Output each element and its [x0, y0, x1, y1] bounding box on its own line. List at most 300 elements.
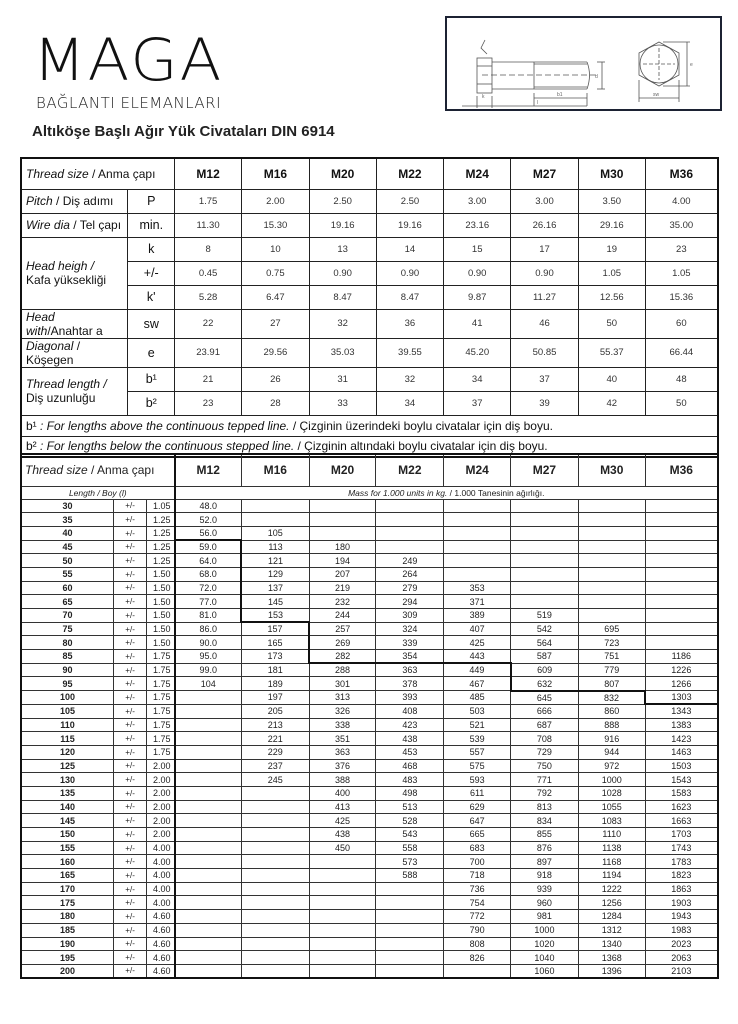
- label-tr: / Anma çapı: [87, 463, 155, 478]
- size-header: M27: [511, 158, 579, 189]
- mass-row: [21, 704, 718, 718]
- mass-value: [645, 567, 718, 581]
- mass-value: 960: [511, 896, 579, 910]
- spec-value: 0.45: [175, 261, 242, 285]
- row-label: [21, 367, 128, 415]
- mass-value: [645, 513, 718, 527]
- mass-value: 779: [578, 663, 645, 677]
- row-length: 45: [21, 540, 114, 554]
- mass-value: 407: [444, 622, 511, 636]
- mass-value: 1060: [511, 964, 579, 978]
- mass-value: [578, 513, 645, 527]
- mass-value: [241, 513, 309, 527]
- row-pm: +/-: [114, 595, 147, 609]
- mass-value: 1663: [645, 814, 718, 828]
- label-tr: Kafa yüksekliği: [26, 273, 107, 287]
- mass-value: 1284: [578, 910, 645, 924]
- mass-value: 888: [578, 718, 645, 732]
- label-en: Thread size: [26, 166, 89, 181]
- mass-unit-label: [175, 486, 718, 499]
- mass-value: 264: [376, 567, 444, 581]
- spec-value: 15: [444, 237, 511, 261]
- row-tol: 1.25: [147, 540, 175, 554]
- mass-row: [21, 910, 718, 924]
- mass-row: [21, 828, 718, 842]
- mass-value: 371: [444, 595, 511, 609]
- label-en: Head with: [26, 309, 55, 338]
- size-header: M16: [241, 454, 309, 486]
- mass-value: [578, 526, 645, 540]
- mass-row: [21, 951, 718, 965]
- row-pm: +/-: [114, 513, 147, 527]
- mass-value: [376, 964, 444, 978]
- mass-value: 121: [241, 554, 309, 568]
- spec-header-row: [21, 158, 718, 189]
- mass-value: 157: [241, 622, 309, 636]
- spec-value: 46: [511, 309, 579, 338]
- row-tol: 1.50: [147, 595, 175, 609]
- mass-value: [444, 964, 511, 978]
- mass-value: 1383: [645, 718, 718, 732]
- spec-value: 26: [241, 367, 309, 391]
- row-label: [21, 237, 128, 309]
- length-label: Length / Boy (l): [21, 486, 175, 499]
- mass-value: 354: [376, 650, 444, 664]
- mass-value: 771: [511, 773, 579, 787]
- mass-value: 2023: [645, 937, 718, 951]
- row-tol: 1.75: [147, 677, 175, 691]
- spec-row: [21, 189, 718, 213]
- mass-value: [175, 964, 242, 978]
- mass-value: 48.0: [175, 499, 242, 513]
- mass-value: 413: [309, 800, 376, 814]
- row-pm: +/-: [114, 567, 147, 581]
- row-pm: +/-: [114, 828, 147, 842]
- row-tol: 1.50: [147, 609, 175, 623]
- spec-value: 19: [578, 237, 645, 261]
- row-symbol: P: [128, 189, 175, 213]
- row-tol: 1.50: [147, 622, 175, 636]
- mass-value: 105: [241, 526, 309, 540]
- svg-text:e: e: [690, 62, 693, 68]
- mass-value: [175, 896, 242, 910]
- mass-value: [175, 910, 242, 924]
- row-pm: +/-: [114, 622, 147, 636]
- mass-value: [241, 499, 309, 513]
- mass-value: [175, 786, 242, 800]
- spec-value: 11.27: [511, 285, 579, 309]
- spec-value: 34: [444, 367, 511, 391]
- row-tol: 2.00: [147, 828, 175, 842]
- row-symbol: +/-: [128, 261, 175, 285]
- mass-row: [21, 554, 718, 568]
- mass-row: [21, 896, 718, 910]
- mass-value: 611: [444, 786, 511, 800]
- spec-value: 1.05: [645, 261, 718, 285]
- mass-value: [175, 869, 242, 883]
- mass-value: [444, 513, 511, 527]
- mass-value: 629: [444, 800, 511, 814]
- size-header: M24: [444, 454, 511, 486]
- mass-value: [309, 855, 376, 869]
- mass-value: [645, 526, 718, 540]
- row-length: 30: [21, 499, 114, 513]
- mass-value: 588: [376, 869, 444, 883]
- mass-value: 353: [444, 581, 511, 595]
- spec-value: 22: [175, 309, 242, 338]
- row-length: 165: [21, 869, 114, 883]
- mass-value: 1083: [578, 814, 645, 828]
- mass-value: 313: [309, 691, 376, 705]
- mass-value: 647: [444, 814, 511, 828]
- mass-value: [511, 499, 579, 513]
- row-tol: 1.25: [147, 554, 175, 568]
- mass-value: [175, 691, 242, 705]
- mass-value: 129: [241, 567, 309, 581]
- row-pm: +/-: [114, 745, 147, 759]
- mass-value: 521: [444, 718, 511, 732]
- row-length: 175: [21, 896, 114, 910]
- mass-row: [21, 663, 718, 677]
- row-length: 130: [21, 773, 114, 787]
- mass-value: [511, 581, 579, 595]
- mass-value: 339: [376, 636, 444, 650]
- mass-value: [241, 786, 309, 800]
- mass-value: 1503: [645, 759, 718, 773]
- mass-value: 99.0: [175, 663, 242, 677]
- mass-row: [21, 800, 718, 814]
- spec-value: 17: [511, 237, 579, 261]
- mass-value: 181: [241, 663, 309, 677]
- row-tol: 1.75: [147, 732, 175, 746]
- row-label: [21, 189, 128, 213]
- mass-value: 438: [309, 828, 376, 842]
- spec-value: 15.30: [241, 213, 309, 237]
- mass-value: 718: [444, 869, 511, 883]
- mass-value: 288: [309, 663, 376, 677]
- mass-value: 301: [309, 677, 376, 691]
- mass-value: 918: [511, 869, 579, 883]
- mass-value: 363: [309, 745, 376, 759]
- mass-value: 219: [309, 581, 376, 595]
- spec-value: 5.28: [175, 285, 242, 309]
- mass-value: 528: [376, 814, 444, 828]
- spec-value: 3.00: [511, 189, 579, 213]
- mass-value: 1396: [578, 964, 645, 978]
- spec-value: 48: [645, 367, 718, 391]
- mass-value: [645, 540, 718, 554]
- mass-value: [444, 540, 511, 554]
- row-symbol: k': [128, 285, 175, 309]
- mass-value: 665: [444, 828, 511, 842]
- mass-row: [21, 732, 718, 746]
- mass-value: [578, 581, 645, 595]
- mass-value: 790: [444, 923, 511, 937]
- mass-value: 189: [241, 677, 309, 691]
- hex-bolt-diagram: [445, 16, 722, 111]
- mass-value: 95.0: [175, 650, 242, 664]
- mass-value: 244: [309, 609, 376, 623]
- label-tr: /Anahtar a: [47, 323, 103, 338]
- spec-value: 32: [376, 367, 444, 391]
- mass-value: 834: [511, 814, 579, 828]
- row-length: 200: [21, 964, 114, 978]
- spec-value: 35.03: [309, 338, 376, 367]
- row-length: 160: [21, 855, 114, 869]
- mass-value: [376, 937, 444, 951]
- mass-value: 1000: [578, 773, 645, 787]
- spec-value: 8: [175, 237, 242, 261]
- mass-value: 539: [444, 732, 511, 746]
- mass-value: [241, 923, 309, 937]
- row-length: 40: [21, 526, 114, 540]
- mass-value: 197: [241, 691, 309, 705]
- mass-value: 498: [376, 786, 444, 800]
- mass-value: 86.0: [175, 622, 242, 636]
- row-tol: 2.00: [147, 800, 175, 814]
- mass-value: 81.0: [175, 609, 242, 623]
- mass-value: [309, 499, 376, 513]
- spec-value: 60: [645, 309, 718, 338]
- svg-text:sw: sw: [653, 92, 660, 98]
- mass-value: [376, 540, 444, 554]
- spec-value: 50: [578, 309, 645, 338]
- spec-value: 37: [511, 367, 579, 391]
- row-length: 75: [21, 622, 114, 636]
- mass-value: [376, 526, 444, 540]
- mass-value: 513: [376, 800, 444, 814]
- mass-value: 1040: [511, 951, 579, 965]
- brand-logo: [33, 26, 224, 112]
- spec-value: 34: [376, 391, 444, 415]
- mass-value: 449: [444, 663, 511, 677]
- mass-value: 309: [376, 609, 444, 623]
- mass-value: 1783: [645, 855, 718, 869]
- mass-value: 485: [444, 691, 511, 705]
- mass-value: 279: [376, 581, 444, 595]
- mass-value: 939: [511, 882, 579, 896]
- mass-value: [645, 554, 718, 568]
- mass-value: 1983: [645, 923, 718, 937]
- mass-value: [309, 896, 376, 910]
- mass-value: 245: [241, 773, 309, 787]
- row-tol: 1.75: [147, 691, 175, 705]
- spec-value: 9.87: [444, 285, 511, 309]
- mass-row: [21, 526, 718, 540]
- mass-value: [309, 869, 376, 883]
- mass-value: 1138: [578, 841, 645, 855]
- mass-row: [21, 759, 718, 773]
- mass-value: 450: [309, 841, 376, 855]
- mass-value: 326: [309, 704, 376, 718]
- mass-value: 173: [241, 650, 309, 664]
- row-length: 70: [21, 609, 114, 623]
- mass-value: 338: [309, 718, 376, 732]
- mass-value: 1463: [645, 745, 718, 759]
- mass-value: 860: [578, 704, 645, 718]
- row-pm: +/-: [114, 855, 147, 869]
- row-pm: +/-: [114, 869, 147, 883]
- mass-value: [578, 567, 645, 581]
- size-header: M12: [175, 158, 242, 189]
- row-tol: 2.00: [147, 786, 175, 800]
- mass-value: 1222: [578, 882, 645, 896]
- mass-row: [21, 595, 718, 609]
- spec-value: 29.56: [241, 338, 309, 367]
- row-length: 120: [21, 745, 114, 759]
- mass-value: [175, 923, 242, 937]
- mass-value: 575: [444, 759, 511, 773]
- row-length: 180: [21, 910, 114, 924]
- row-tol: 4.60: [147, 910, 175, 924]
- row-pm: +/-: [114, 786, 147, 800]
- row-pm: +/-: [114, 704, 147, 718]
- mass-header-row: [21, 454, 718, 486]
- mass-value: 729: [511, 745, 579, 759]
- row-tol: 1.75: [147, 718, 175, 732]
- mass-value: 543: [376, 828, 444, 842]
- mass-value: 1312: [578, 923, 645, 937]
- row-pm: +/-: [114, 964, 147, 978]
- mass-value: 751: [578, 650, 645, 664]
- row-tol: 1.25: [147, 513, 175, 527]
- mass-value: 388: [309, 773, 376, 787]
- mass-value: [309, 526, 376, 540]
- spec-value: 15.36: [645, 285, 718, 309]
- row-length: 155: [21, 841, 114, 855]
- mass-value: 282: [309, 650, 376, 664]
- row-symbol: min.: [128, 213, 175, 237]
- row-pm: +/-: [114, 609, 147, 623]
- label-tr: / Diş adımı: [52, 194, 114, 208]
- mass-value: 1020: [511, 937, 579, 951]
- row-tol: 1.05: [147, 499, 175, 513]
- mass-value: 237: [241, 759, 309, 773]
- spec-value: 23: [645, 237, 718, 261]
- mass-value: 542: [511, 622, 579, 636]
- mass-value: [241, 828, 309, 842]
- spec-value: 2.00: [241, 189, 309, 213]
- mass-value: [444, 526, 511, 540]
- row-length: 170: [21, 882, 114, 896]
- row-pm: +/-: [114, 581, 147, 595]
- mass-row: [21, 622, 718, 636]
- mass-value: 564: [511, 636, 579, 650]
- mass-row: [21, 814, 718, 828]
- row-length: 100: [21, 691, 114, 705]
- row-tol: 2.00: [147, 773, 175, 787]
- row-pm: +/-: [114, 937, 147, 951]
- row-pm: +/-: [114, 923, 147, 937]
- mass-value: [241, 964, 309, 978]
- mass-value: [241, 841, 309, 855]
- mass-row: [21, 499, 718, 513]
- spec-value: 31: [309, 367, 376, 391]
- hex-bolt-drawing-icon: [447, 18, 720, 109]
- mass-value: 213: [241, 718, 309, 732]
- spec-value: 41: [444, 309, 511, 338]
- mass-row: [21, 581, 718, 595]
- mass-value: 1583: [645, 786, 718, 800]
- row-length: 80: [21, 636, 114, 650]
- mass-value: 683: [444, 841, 511, 855]
- mass-value: 1303: [645, 691, 718, 705]
- spec-value: 1.05: [578, 261, 645, 285]
- mass-value: 813: [511, 800, 579, 814]
- row-tol: 1.75: [147, 745, 175, 759]
- spec-value: 40: [578, 367, 645, 391]
- mass-value: 205: [241, 704, 309, 718]
- mass-value: [241, 896, 309, 910]
- mass-value: [309, 937, 376, 951]
- row-symbol: k: [128, 237, 175, 261]
- mass-value: 558: [376, 841, 444, 855]
- mass-value: 257: [309, 622, 376, 636]
- label-en: Pitch: [26, 194, 53, 208]
- mass-value: [175, 951, 242, 965]
- mass-value: 376: [309, 759, 376, 773]
- label-en: Head heigh /: [26, 259, 95, 273]
- mass-value: 645: [511, 691, 579, 705]
- spec-value: 32: [309, 309, 376, 338]
- mass-value: 1743: [645, 841, 718, 855]
- row-tol: 4.60: [147, 964, 175, 978]
- mass-value: [376, 951, 444, 965]
- mass-value: 1623: [645, 800, 718, 814]
- row-pm: +/-: [114, 650, 147, 664]
- mass-value: [511, 513, 579, 527]
- spec-value: 23.91: [175, 338, 242, 367]
- row-symbol: b²: [128, 391, 175, 415]
- spec-value: 0.90: [309, 261, 376, 285]
- row-pm: +/-: [114, 773, 147, 787]
- mass-value: [241, 910, 309, 924]
- mass-value: [645, 622, 718, 636]
- mass-value: 557: [444, 745, 511, 759]
- mass-value: [578, 609, 645, 623]
- mass-row: [21, 882, 718, 896]
- mass-row: [21, 773, 718, 787]
- row-tol: 1.75: [147, 650, 175, 664]
- mass-value: [444, 567, 511, 581]
- spec-value: 36: [376, 309, 444, 338]
- mass-value: 609: [511, 663, 579, 677]
- spec-value: 10: [241, 237, 309, 261]
- mass-value: 519: [511, 609, 579, 623]
- mass-value: 1863: [645, 882, 718, 896]
- mass-value: 249: [376, 554, 444, 568]
- mass-value: [175, 828, 242, 842]
- spec-value: 0.90: [511, 261, 579, 285]
- mass-value: [511, 554, 579, 568]
- row-length: 140: [21, 800, 114, 814]
- mass-value: 587: [511, 650, 579, 664]
- mass-value: 153: [241, 609, 309, 623]
- row-length: 60: [21, 581, 114, 595]
- mass-value: 137: [241, 581, 309, 595]
- svg-text:b1: b1: [557, 92, 563, 98]
- mass-value: 400: [309, 786, 376, 800]
- mass-value: 90.0: [175, 636, 242, 650]
- mass-value: 1028: [578, 786, 645, 800]
- label-tr: / Anma çapı: [88, 166, 156, 181]
- spec-value: 0.90: [444, 261, 511, 285]
- mass-value: 232: [309, 595, 376, 609]
- spec-value: 4.00: [645, 189, 718, 213]
- mass-value: 443: [444, 650, 511, 664]
- mass-row: [21, 540, 718, 554]
- row-tol: 4.00: [147, 855, 175, 869]
